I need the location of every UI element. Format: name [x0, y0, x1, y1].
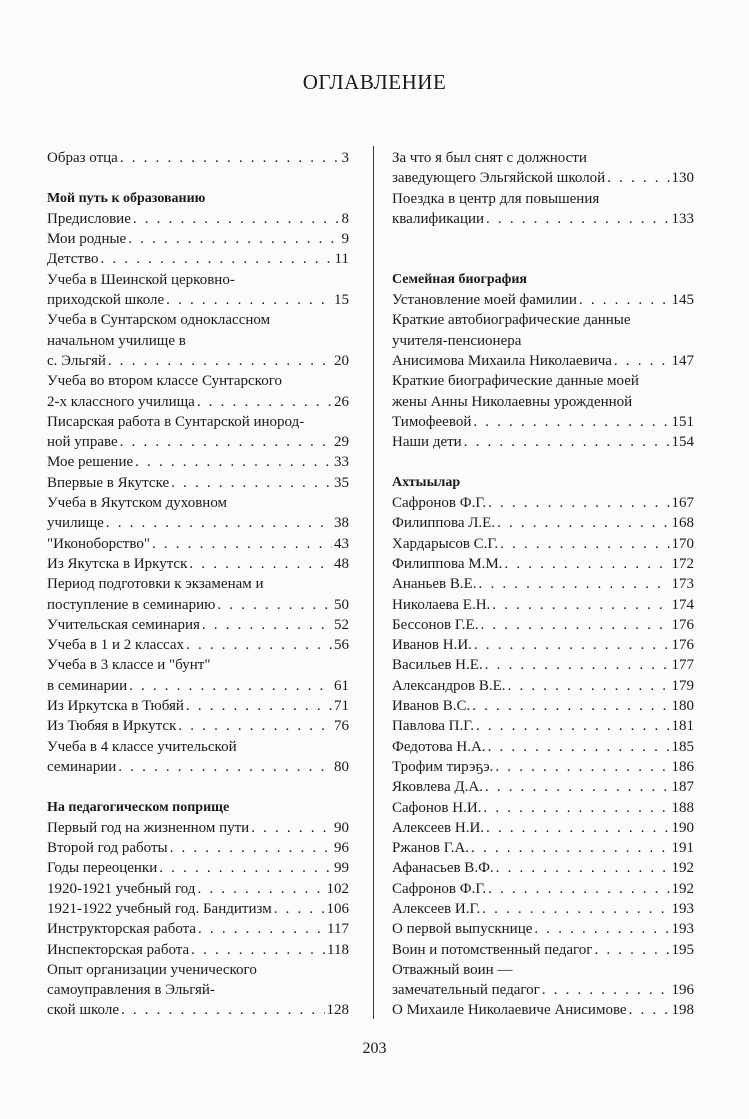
dot-leader: [502, 554, 669, 574]
toc-entry-title: Николаева Е.Н.: [392, 596, 491, 613]
toc-entry-page: 29: [334, 434, 349, 451]
dot-leader: [195, 392, 332, 412]
toc-entry-page: 133: [671, 210, 694, 227]
toc-entry-page: 190: [671, 819, 694, 836]
section-list: [47, 818, 349, 1021]
toc-entry: [392, 777, 694, 797]
toc-entry-title: ной управе: [47, 434, 118, 451]
dot-leader: [249, 818, 332, 838]
dot-leader: [118, 432, 332, 452]
toc-entry-title: Трофим тирэҕэ.: [392, 758, 494, 775]
dot-leader: [189, 940, 325, 960]
toc-entry-line: Период подготовки к экзаменам и: [47, 576, 264, 593]
toc-entry-title: Инструкторская работа: [47, 921, 197, 938]
toc-entry: [392, 595, 694, 615]
toc-entry-page: 177: [671, 657, 694, 674]
toc-entry-title: Федотова Н.А.: [392, 738, 486, 755]
toc-entry-title: О Михаиле Николаевиче Анисимове: [392, 1002, 627, 1019]
toc-entry: [47, 615, 349, 635]
toc-entry-title: Ананьев В.Е.: [392, 576, 477, 593]
toc-entry: [47, 554, 349, 574]
toc-entry-title: квалификации: [392, 210, 485, 227]
toc-entry-title: Анисимова Михаила Николаевича: [392, 352, 612, 369]
toc-entry-page: 117: [327, 921, 349, 938]
section-list: [392, 290, 694, 452]
toc-entry-title: Тимофеевой: [392, 413, 472, 430]
toc-entry-title: поступление в семинарию: [47, 596, 216, 613]
dot-leader: [483, 777, 670, 797]
toc-entry: [47, 879, 349, 899]
toc-entry-page: 147: [671, 352, 694, 369]
toc-entry-page: 130: [671, 170, 694, 187]
toc-entry-page: 56: [334, 637, 349, 654]
dot-leader: [215, 595, 332, 615]
toc-entry: [47, 940, 349, 960]
section-heading: Мой путь к образованию: [47, 190, 206, 206]
toc-entry: [392, 676, 694, 696]
toc-entry-line: Краткие автобиографические данные: [392, 312, 631, 329]
toc-entry-title: 1920-1921 учебный год: [47, 880, 196, 897]
toc-entry-title: Из Якутска в Иркутск: [47, 555, 188, 572]
toc-entry-page: 185: [671, 738, 694, 755]
toc-entry: [47, 351, 349, 371]
toc-entry-line: Учеба во втором классе Сунтарского: [47, 373, 282, 390]
toc-entry-line: Опыт организации ученического: [47, 961, 257, 978]
toc-entry-page: 26: [334, 393, 349, 410]
dot-leader: [495, 513, 669, 533]
dot-leader: [104, 513, 332, 533]
toc-entry-line: Учеба в 3 классе и "бунт": [47, 657, 211, 674]
dot-leader: [471, 412, 669, 432]
toc-entry-page: 15: [334, 292, 349, 309]
section-heading: Ахтыылар: [392, 474, 461, 490]
toc-entry-title: Установление моей фамилии: [392, 292, 577, 309]
toc-entry: [392, 574, 694, 594]
dot-leader: [187, 554, 332, 574]
toc-entry: [47, 229, 349, 249]
toc-entry-title: Иванов Н.И.: [392, 637, 472, 654]
toc-entry-line: учителя-пенсионера: [392, 332, 522, 349]
toc-left-column: [47, 148, 349, 1021]
toc-entry: [47, 757, 349, 777]
dot-leader: [470, 696, 669, 716]
toc-entry: [392, 513, 694, 533]
dot-leader: [164, 290, 332, 310]
toc-entry-page: 76: [334, 718, 349, 735]
toc-entry-title: с. Эльгяй: [47, 352, 106, 369]
toc-entry-page: 48: [334, 555, 349, 572]
toc-entry: [47, 635, 349, 655]
dot-leader: [506, 676, 670, 696]
toc-entry-title: Мои родные: [47, 231, 127, 248]
toc-entry: [47, 473, 349, 493]
dot-leader: [484, 209, 669, 229]
dot-leader: [627, 1000, 670, 1020]
toc-entry: [392, 168, 694, 188]
toc-entry-line: начальном училище в: [47, 332, 186, 349]
toc-entry-title: Мое решение: [47, 454, 134, 471]
toc-entry-title: Из Иркутска в Тюбяй: [47, 698, 184, 715]
toc-entry-title: Сафронов Ф.Г.: [392, 495, 487, 512]
toc-entry-page: 80: [334, 758, 349, 775]
toc-entry: [47, 716, 349, 736]
dot-leader: [131, 209, 340, 229]
toc-entry: [392, 635, 694, 655]
section-heading: Семейная биография: [392, 271, 527, 287]
toc-entry-title: Образ отца: [47, 150, 118, 166]
dot-leader: [480, 899, 669, 919]
toc-entry-title: Павлова П.Г.: [392, 718, 474, 735]
toc-entry-title: Детство: [47, 251, 99, 268]
toc-entry-title: 2-х классного училища: [47, 393, 195, 410]
section-list: [392, 148, 694, 229]
toc-entry-line: Писарская работа в Сунтарской инород-: [47, 413, 305, 430]
toc-entry-title: Бессонов Г.Е.: [392, 616, 479, 633]
toc-entry-line: Поездка в центр для повышения: [392, 190, 600, 207]
dot-leader: [481, 798, 669, 818]
dot-leader: [462, 432, 670, 452]
toc-entry-page: 180: [671, 698, 694, 715]
toc-entry-line: Краткие биографические данные моей: [392, 373, 639, 390]
dot-leader: [605, 168, 669, 188]
toc-entry: [392, 940, 694, 960]
dot-leader: [540, 980, 670, 1000]
toc-entry-title: приходской школе: [47, 292, 165, 309]
dot-leader: [532, 919, 669, 939]
toc-entry-page: 188: [671, 799, 694, 816]
toc-entry-title: ской школе: [47, 1002, 119, 1019]
toc-entry-title: О первой выпускнице: [392, 921, 533, 938]
toc-entry-page: 61: [334, 677, 349, 694]
toc-entry-title: Предисловие: [47, 210, 131, 227]
toc-entry: [392, 351, 694, 371]
toc-entry: [392, 412, 694, 432]
toc-entry-page: 193: [671, 900, 694, 917]
dot-leader: [119, 1000, 325, 1020]
page-title: ОГЛАВЛЕНИЕ: [302, 70, 447, 94]
toc-entry-page: 106: [326, 900, 349, 917]
toc-entry-line: Учеба в Якутском духовном: [47, 495, 228, 512]
toc-entry-page: 196: [671, 982, 694, 999]
dot-leader: [127, 676, 332, 696]
toc-entry: [47, 1000, 349, 1020]
toc-entry-title: заведующего Эльгяйской школой: [392, 170, 606, 187]
toc-entry: [47, 392, 349, 412]
toc-entry: [47, 249, 349, 269]
toc-entry: [392, 858, 694, 878]
dot-leader: [490, 595, 669, 615]
dot-leader: [472, 635, 670, 655]
dot-leader: [577, 290, 670, 310]
toc-entry-line: жены Анны Николаевны урожденной: [392, 393, 633, 410]
toc-entry-page: 186: [671, 758, 694, 775]
dot-leader: [168, 838, 332, 858]
dot-leader: [176, 716, 332, 736]
toc-entry-page: 71: [334, 698, 349, 715]
toc-entry-page: 192: [671, 880, 694, 897]
toc-entry-page: 193: [671, 921, 694, 938]
toc-entry-title: в семинарии: [47, 677, 128, 694]
toc-entry: [47, 838, 349, 858]
dot-leader: [486, 879, 669, 899]
toc-entry-title: Воин и потомственный педагог: [392, 941, 593, 958]
dot-leader: [498, 534, 669, 554]
toc-entry-line: Учеба в Сунтарском одноклассном: [47, 312, 271, 329]
toc-entry-line: Учеба в 4 классе учительской: [47, 738, 237, 755]
toc-entry: [47, 818, 349, 838]
toc-entry-line: За что я был снят с должности: [392, 150, 587, 166]
dot-leader: [106, 351, 332, 371]
toc-entry-page: 102: [326, 880, 349, 897]
toc-entry-page: 192: [671, 860, 694, 877]
toc-entry-page: 33: [334, 454, 349, 471]
toc-entry-title: Иванов В.С.: [392, 698, 471, 715]
toc-entry-page: 20: [334, 352, 349, 369]
toc-entry-page: 8: [341, 210, 349, 227]
dot-leader: [483, 655, 670, 675]
toc-entry: [392, 757, 694, 777]
toc-entry-page: 35: [334, 474, 349, 491]
toc-entry-title: Ржанов Г.А.: [392, 840, 470, 857]
toc-entry-page: 145: [671, 292, 694, 309]
toc-entry: [392, 696, 694, 716]
toc-entry-page: 50: [334, 596, 349, 613]
toc-entry-page: 187: [671, 779, 694, 796]
toc-entry-title: Из Тюбяя в Иркутск: [47, 718, 177, 735]
toc-entry-page: 38: [334, 515, 349, 532]
toc-entry-page: 174: [671, 596, 694, 613]
toc-entry-title: Хардарысов С.Г.: [392, 535, 499, 552]
toc-entry-title: замечательный педагог: [392, 982, 540, 999]
section-list: [47, 209, 349, 777]
dot-leader: [157, 858, 332, 878]
page-number: 203: [362, 1040, 387, 1057]
dot-leader: [116, 757, 332, 777]
toc-entry-title: Афанасьев В.Ф.: [392, 860, 494, 877]
toc-entry-page: 11: [334, 251, 349, 268]
dot-leader: [469, 838, 669, 858]
toc-entry: [392, 919, 694, 939]
dot-leader: [486, 737, 670, 757]
toc-entry-page: 151: [671, 413, 694, 430]
toc-entry-title: Алексеев И.Г.: [392, 900, 481, 917]
dot-leader: [184, 696, 332, 716]
toc-entry-title: Яковлева Д.А.: [392, 779, 483, 796]
toc-right-column: [392, 148, 694, 1021]
toc-entry: [392, 655, 694, 675]
toc-entry-title: Филиппова М.М.: [392, 555, 503, 572]
toc-entry-title: Впервые в Якутске: [47, 474, 170, 491]
dot-leader: [195, 879, 324, 899]
toc-entry-title: Александров В.Е.: [392, 677, 506, 694]
toc-entry-title: Филиппова Л.Е.: [392, 515, 496, 532]
toc-entry-page: 191: [671, 840, 694, 857]
toc-entry-title: Наши дети: [392, 434, 462, 451]
toc-entry-page: 96: [334, 840, 349, 857]
toc-entry: [47, 919, 349, 939]
toc-entry-title: 1921-1922 учебный год. Бандитизм: [47, 900, 272, 917]
toc-entry-title: Первый год на жизненном пути: [47, 819, 250, 836]
toc-entry-page: 3: [341, 150, 349, 166]
toc-entry-title: Сафронов Ф.Г.: [392, 880, 487, 897]
toc-entry-page: 179: [671, 677, 694, 694]
toc-entry-title: Годы переоценки: [47, 860, 158, 877]
toc-entry-title: Алексеев Н.И.: [392, 819, 485, 836]
toc-entry: [392, 290, 694, 310]
toc-entry-title: Инспекторская работа: [47, 941, 190, 958]
dot-leader: [477, 574, 670, 594]
dot-leader: [200, 615, 332, 635]
toc-entry-page: 128: [326, 1002, 349, 1019]
toc-entry: [47, 899, 349, 919]
toc-entry-title: училище: [47, 515, 104, 532]
toc-entry: [47, 148, 349, 168]
toc-entry-page: 195: [671, 941, 694, 958]
toc-entry-title: Учительская семинария: [47, 616, 200, 633]
toc-entry-page: 167: [671, 495, 694, 512]
dot-leader: [99, 249, 333, 269]
toc-entry: [392, 899, 694, 919]
toc-entry-line: самоуправления в Эльгяй-: [47, 982, 215, 999]
toc-entry: [47, 432, 349, 452]
toc-entry-page: 170: [671, 535, 694, 552]
toc-entry-page: 9: [341, 231, 349, 248]
dot-leader: [133, 452, 332, 472]
toc-entry-page: 198: [671, 1002, 694, 1019]
dot-leader: [118, 148, 340, 168]
dot-leader: [486, 493, 669, 513]
toc-entry: [392, 818, 694, 838]
toc-entry-title: Второй год работы: [47, 840, 168, 857]
toc-entry-page: 90: [334, 819, 349, 836]
toc-entry-title: Васильев Н.Е.: [392, 657, 483, 674]
toc-entry-page: 52: [334, 616, 349, 633]
section-list: [392, 493, 694, 1021]
toc-entry: [47, 513, 349, 533]
dot-leader: [169, 473, 332, 493]
dot-leader: [592, 940, 669, 960]
toc-entry-page: 181: [671, 718, 694, 735]
toc-entry-page: 154: [671, 434, 694, 451]
dot-leader: [484, 818, 669, 838]
toc-entry: [392, 615, 694, 635]
toc-entry: [47, 676, 349, 696]
toc-entry: [392, 716, 694, 736]
toc-entry: [392, 838, 694, 858]
toc-entry-page: 118: [327, 941, 349, 958]
toc-entry: [392, 737, 694, 757]
toc-entry-title: семинарии: [47, 758, 117, 775]
toc-entry-page: 176: [671, 637, 694, 654]
dot-leader: [126, 229, 339, 249]
dot-leader: [478, 615, 669, 635]
dot-leader: [184, 635, 332, 655]
toc-entry: [392, 554, 694, 574]
column-divider: [373, 146, 374, 1019]
toc-entry-page: 172: [671, 555, 694, 572]
toc-entry: [392, 209, 694, 229]
toc-entry-title: Учеба в 1 и 2 классах: [47, 637, 185, 654]
toc-entry-title: Сафонов Н.И.: [392, 799, 482, 816]
dot-leader: [612, 351, 670, 371]
dot-leader: [272, 899, 325, 919]
toc-entry-page: 168: [671, 515, 694, 532]
dot-leader: [474, 716, 670, 736]
toc-entry: [392, 493, 694, 513]
toc-entry: [47, 858, 349, 878]
toc-entry: [392, 1000, 694, 1020]
section-heading: На педагогическом поприще: [47, 799, 230, 815]
dot-leader: [493, 757, 669, 777]
toc-entry: [392, 798, 694, 818]
toc-entry: [392, 879, 694, 899]
toc-entry-page: 43: [334, 535, 349, 552]
toc-entry: [47, 595, 349, 615]
toc-entry: [47, 696, 349, 716]
toc-entry: [392, 980, 694, 1000]
toc-entry-page: 99: [334, 860, 349, 877]
toc-entry: [392, 534, 694, 554]
toc-entry-title: "Иконоборство": [47, 535, 150, 552]
toc-entry-page: 176: [671, 616, 694, 633]
toc-entry: [47, 290, 349, 310]
dot-leader: [494, 858, 670, 878]
dot-leader: [150, 534, 332, 554]
toc-entry: [392, 432, 694, 452]
toc-entry-line: Отважный воин —: [392, 961, 513, 978]
toc-entry: [47, 209, 349, 229]
toc-entry: [47, 534, 349, 554]
toc-entry-line: Учеба в Шеинской церковно-: [47, 271, 235, 288]
toc-entry-page: 173: [671, 576, 694, 593]
toc-entry: [47, 452, 349, 472]
dot-leader: [196, 919, 325, 939]
